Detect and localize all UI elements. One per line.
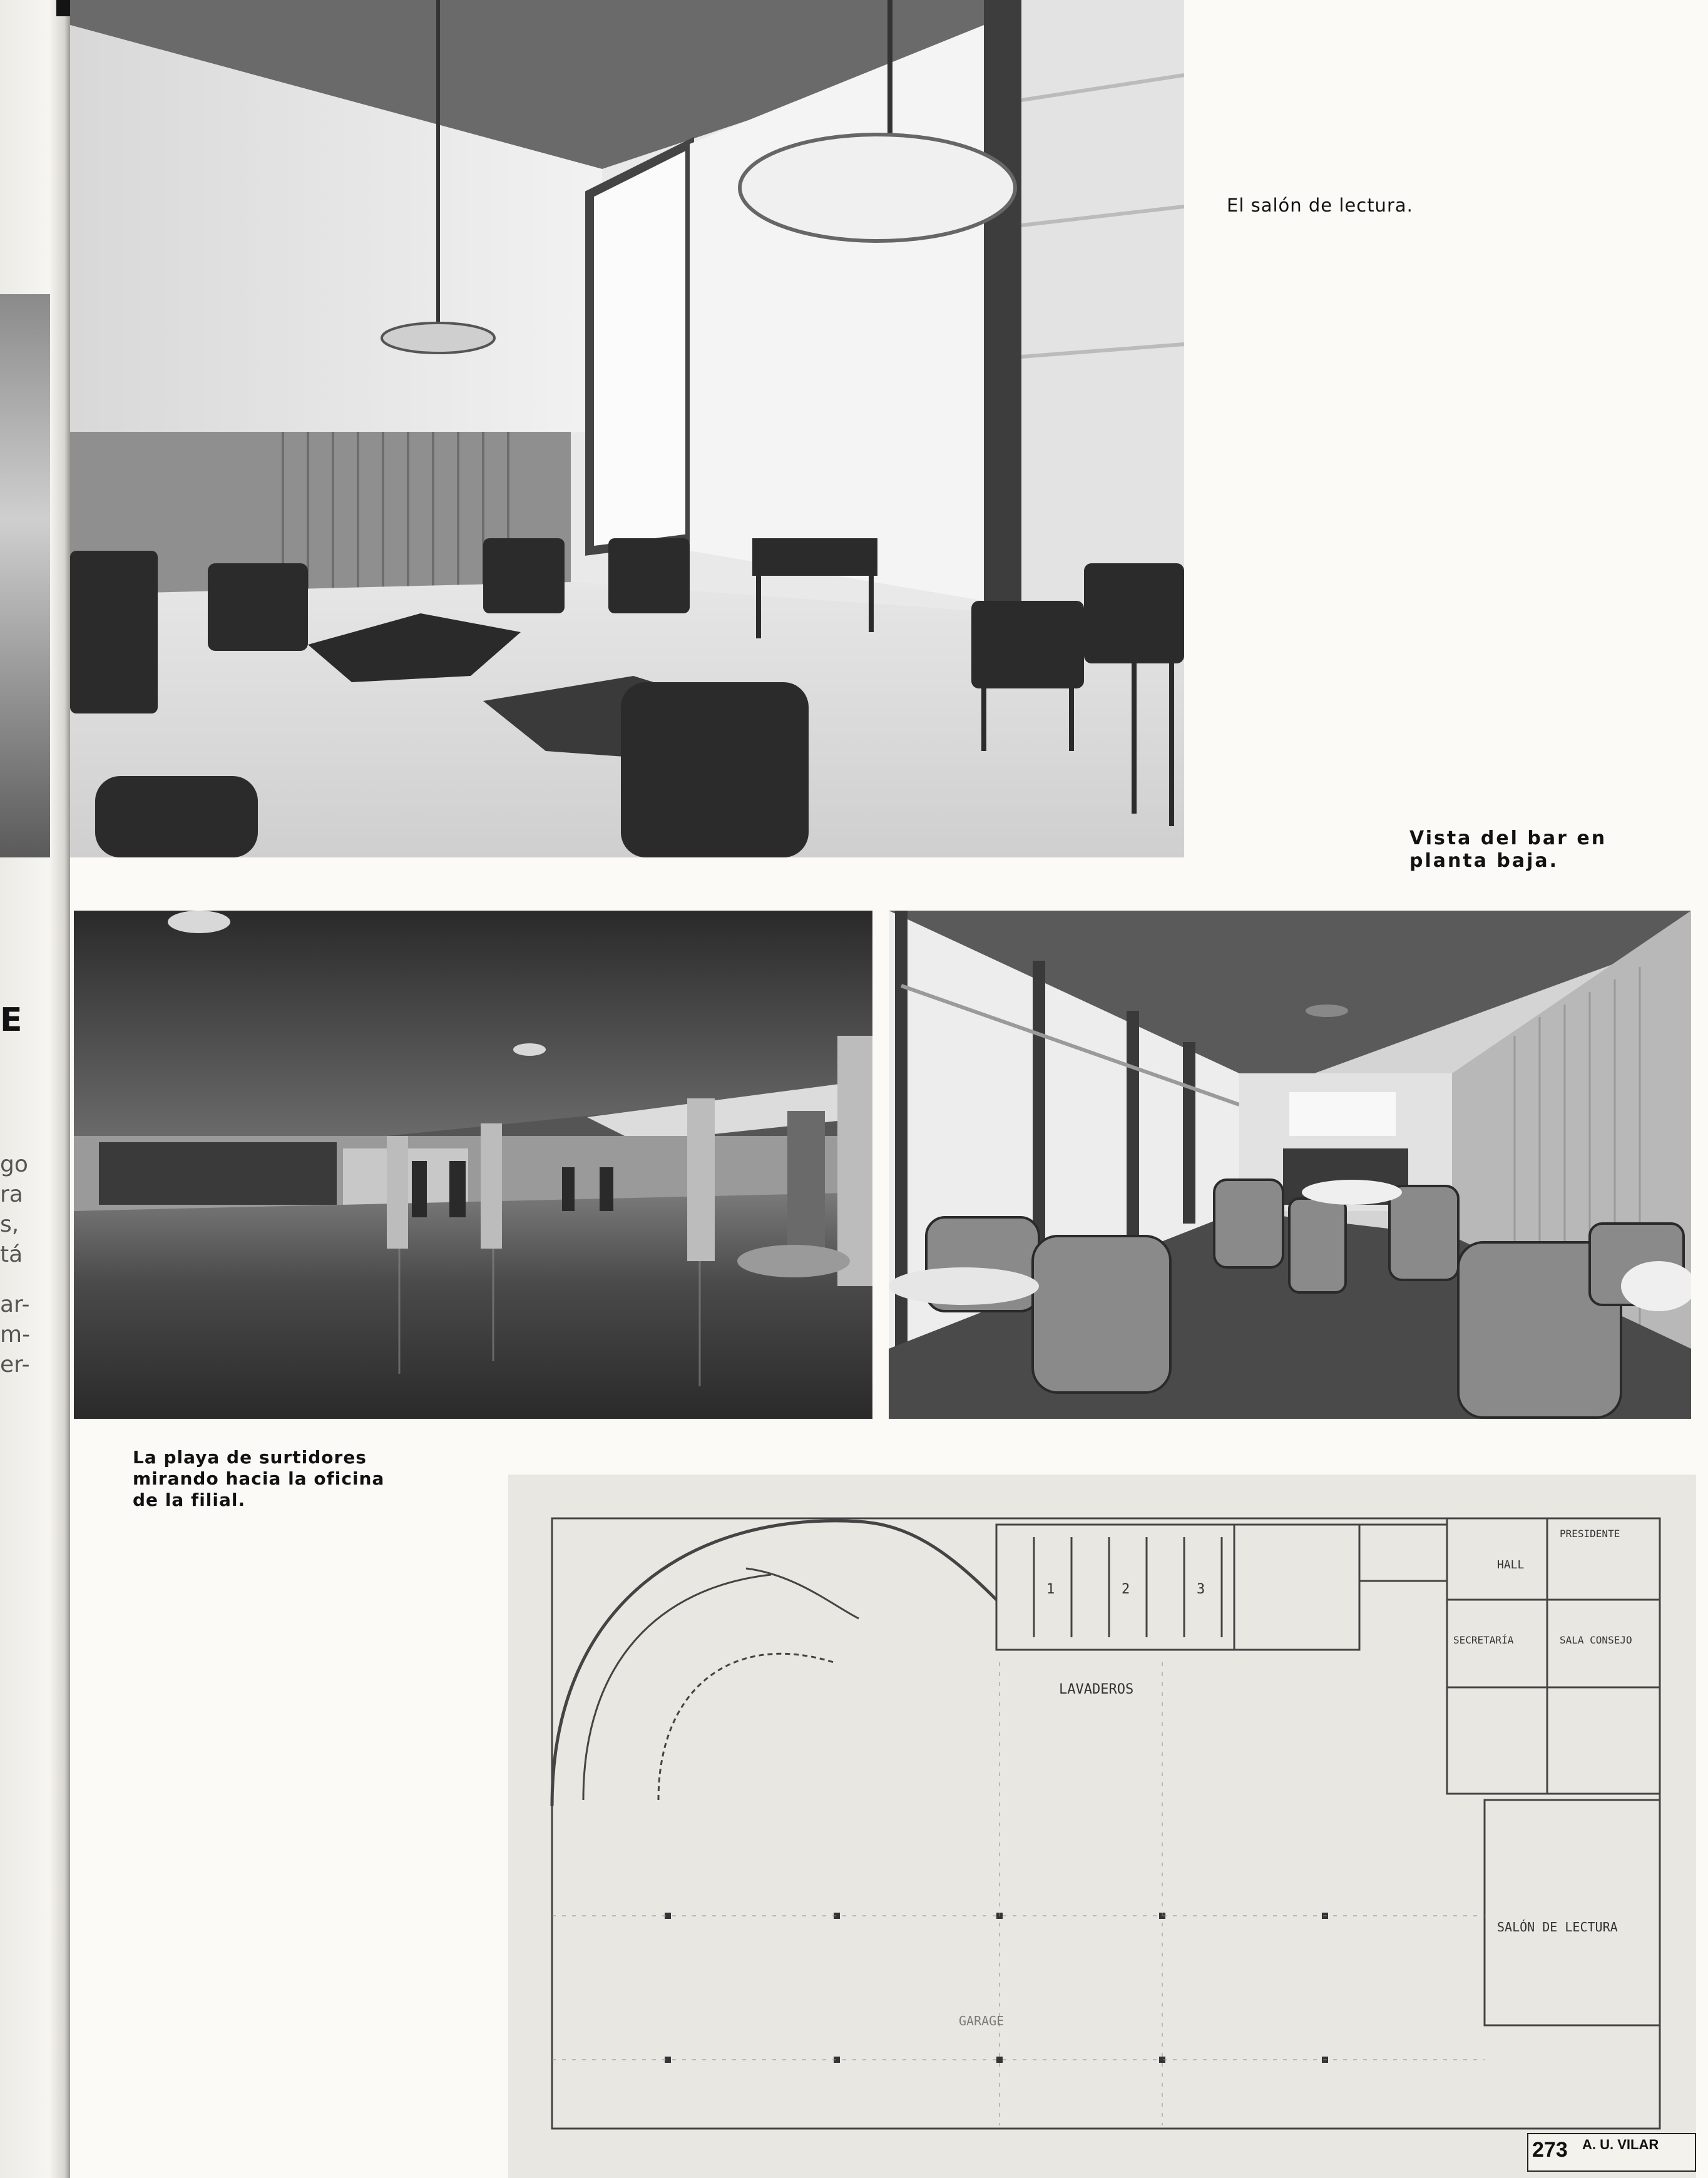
left-page-text-fragment: s, [0,1212,19,1237]
caption-fuel-forecourt: La playa de surtidores mirando hacia la oficina de la filial. [133,1447,385,1510]
photo-reading-room [70,0,1184,857]
plan-bay-1: 1 [1046,1582,1055,1597]
plan-label-presidente: PRESIDENTE [1560,1528,1620,1540]
left-page-text-fragment: go [0,1152,28,1177]
caption-reading-room: El salón de lectura. [1227,195,1413,216]
plan-label-sala-consejo: SALA CONSEJO [1560,1634,1632,1646]
plan-firm-name: A. U. VILAR [1582,2137,1659,2152]
left-page-text-fragment: tá [0,1242,23,1267]
left-page-text-fragment: m- [0,1322,31,1347]
page-number: 273 [1532,2138,1568,2162]
plan-label-lavaderos: LAVADEROS [1059,1682,1134,1697]
plan-label-salon-lectura: SALÓN DE LECTURA [1497,1920,1618,1935]
left-page-text-fragment: er- [0,1352,30,1378]
plan-label-secretaria: SECRETARÍA [1453,1634,1514,1646]
plan-label-garage: GARAGE [959,2013,1005,2028]
photo-bar [889,911,1691,1419]
plan-bay-3: 3 [1197,1582,1205,1597]
photo-fuel-forecourt [74,911,872,1419]
left-page-text-fragment: ra [0,1182,23,1207]
floor-plan-drawing [508,1475,1696,2178]
plan-label-hall: HALL [1497,1558,1525,1572]
left-page-heading-fragment: E [0,1001,23,1039]
left-page-photo-fragment [0,294,50,857]
left-page-text-fragment: ar- [0,1292,30,1317]
caption-bar: Vista del bar en planta baja. [1409,827,1607,872]
plan-title-block [1527,2133,1696,2172]
plan-bay-2: 2 [1122,1582,1130,1597]
